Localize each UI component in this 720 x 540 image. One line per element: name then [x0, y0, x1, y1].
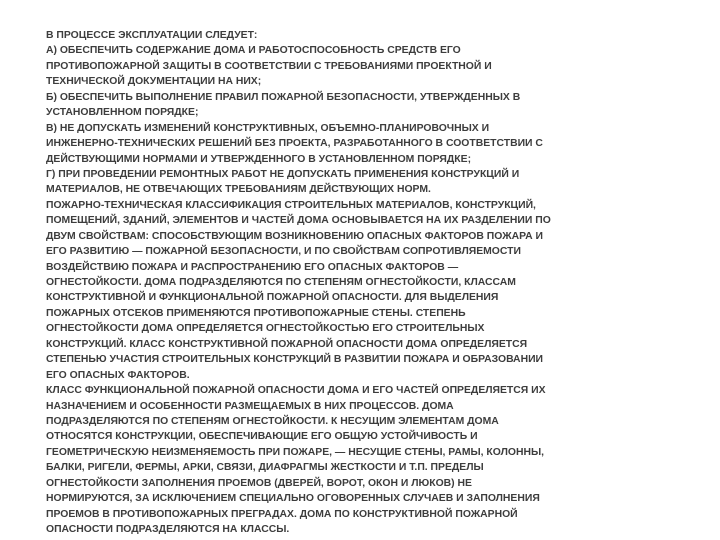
text-line: ПРОЕМОВ В ПРОТИВОПОЖАРНЫХ ПРЕГРАДАХ. ДОМА ПО КОНСТРУКТИВНОЙ ПОЖАРНОЙ [46, 508, 518, 520]
body-text [46, 28, 646, 537]
text-line: НАЗНАЧЕНИЕМ И ОСОБЕННОСТИ РАЗМЕЩАЕМЫХ В НИХ ПРОЦЕССОВ. ДОМА [46, 400, 454, 412]
text-line: ДВУМ СВОЙСТВАМ: СПОСОБСТВУЮЩИМ ВОЗНИКНОВЕНИЮ ОПАСНЫХ ФАКТОРОВ ПОЖАРА И [46, 230, 543, 242]
text-line: ЕГО ОПАСНЫХ ФАКТОРОВ. [46, 369, 190, 381]
text-line: ОТНОСЯТСЯ КОНСТРУКЦИИ, ОБЕСПЕЧИВАЮЩИЕ ЕГО ОБЩУЮ УСТОЙЧИВОСТЬ И [46, 431, 478, 443]
text-line: НОРМИРУЮТСЯ, ЗА ИСКЛЮЧЕНИЕМ СПЕЦИАЛЬНО ОГОВОРЕННЫХ СЛУЧАЕВ И ЗАПОЛНЕНИЯ [46, 493, 540, 505]
text-line: КОНСТРУКЦИЙ. КЛАСС КОНСТРУКТИВНОЙ ПОЖАРНОЙ ОПАСНОСТИ ДОМА ОПРЕДЕЛЯЕТСЯ [46, 338, 528, 350]
text-line: ТЕХНИЧЕСКОЙ ДОКУМЕНТАЦИИ НА НИХ; [46, 76, 262, 88]
text-line: Б) ОБЕСПЕЧИТЬ ВЫПОЛНЕНИЕ ПРАВИЛ ПОЖАРНОЙ БЕЗОПАСНОСТИ, УТВЕРЖДЕННЫХ В [46, 91, 521, 103]
text-line: ДЕЙСТВУЮЩИМИ НОРМАМИ И УТВЕРЖДЕННОГО В УСТАНОВЛЕННОМ ПОРЯДКЕ; [46, 153, 472, 165]
text-line: ПОДРАЗДЕЛЯЮТСЯ ПО СТЕПЕНЯМ ОГНЕСТОЙКОСТИ. К НЕСУЩИМ ЭЛЕМЕНТАМ ДОМА [46, 415, 499, 427]
text-line: СТЕПЕНЬЮ УЧАСТИЯ СТРОИТЕЛЬНЫХ КОНСТРУКЦИЙ В РАЗВИТИИ ПОЖАРА И ОБРАЗОВАНИИ [46, 354, 544, 366]
text-line: КОНСТРУКТИВНОЙ И ФУНКЦИОНАЛЬНОЙ ПОЖАРНОЙ ОПАСНОСТИ. ДЛЯ ВЫДЕЛЕНИЯ [46, 292, 499, 304]
text-line: КЛАСС ФУНКЦИОНАЛЬНОЙ ПОЖАРНОЙ ОПАСНОСТИ ДОМА И ЕГО ЧАСТЕЙ ОПРЕДЕЛЯЕТСЯ ИХ [46, 385, 546, 397]
text-line: ГЕОМЕТРИЧЕСКУЮ НЕИЗМЕНЯЕМОСТЬ ПРИ ПОЖАРЕ, — НЕСУЩИЕ СТЕНЫ, РАМЫ, КОЛОННЫ, [46, 446, 545, 458]
text-line: ИНЖЕНЕРНО-ТЕХНИЧЕСКИХ РЕШЕНИЙ БЕЗ ПРОЕКТА, РАЗРАБОТАННОГО В СООТВЕТСТВИИ С [46, 138, 543, 150]
text-line: БАЛКИ, РИГЕЛИ, ФЕРМЫ, АРКИ, СВЯЗИ, ДИАФРАГМЫ ЖЕСТКОСТИ И Т.П. ПРЕДЕЛЫ [46, 462, 484, 474]
text-line: ЕГО РАЗВИТИЮ — ПОЖАРНОЙ БЕЗОПАСНОСТИ, И ПО СВОЙСТВАМ СОПРОТИВЛЯЕМОСТИ [46, 246, 521, 258]
text-line: ВОЗДЕЙСТВИЮ ПОЖАРА И РАСПРОСТРАНЕНИЮ ЕГО ОПАСНЫХ ФАКТОРОВ — [46, 261, 459, 273]
text-line: А) ОБЕСПЕЧИТЬ СОДЕРЖАНИЕ ДОМА И РАБОТОСПОСОБНОСТЬ СРЕДСТВ ЕГО [46, 45, 461, 57]
text-line: ПОЖАРНО-ТЕХНИЧЕСКАЯ КЛАССИФИКАЦИЯ СТРОИТЕЛЬНЫХ МАТЕРИАЛОВ, КОНСТРУКЦИЙ, [46, 199, 536, 211]
text-line: ПРОТИВОПОЖАРНОЙ ЗАЩИТЫ В СООТВЕТСТВИИ С ТРЕБОВАНИЯМИ ПРОЕКТНОЙ И [46, 60, 492, 72]
text-line: ОГНЕСТОЙКОСТИ ЗАПОЛНЕНИЯ ПРОЕМОВ (ДВЕРЕЙ, ВОРОТ, ОКОН И ЛЮКОВ) НЕ [46, 477, 472, 489]
text-line: ПОМЕЩЕНИЙ, ЗДАНИЙ, ЭЛЕМЕНТОВ И ЧАСТЕЙ ДОМА ОСНОВЫВАЕТСЯ НА ИХ РАЗДЕЛЕНИИ ПО [46, 215, 551, 227]
text-line: ОПАСНОСТИ ПОДРАЗДЕЛЯЮТСЯ НА КЛАССЫ. [46, 524, 290, 535]
text-line: ОГНЕСТОЙКОСТИ ДОМА ОПРЕДЕЛЯЕТСЯ ОГНЕСТОЙКОСТЬЮ ЕГО СТРОИТЕЛЬНЫХ [46, 323, 485, 335]
text-line: ОГНЕСТОЙКОСТИ. ДОМА ПОДРАЗДЕЛЯЮТСЯ ПО СТЕПЕНЯМ ОГНЕСТОЙКОСТИ, КЛАССАМ [46, 277, 516, 288]
text-line: УСТАНОВЛЕННОМ ПОРЯДКЕ; [46, 107, 199, 119]
text-line: МАТЕРИАЛОВ, НЕ ОТВЕЧАЮЩИХ ТРЕБОВАНИЯМ ДЕЙСТВУЮЩИХ НОРМ. [46, 184, 431, 196]
text-line: В ПРОЦЕССЕ ЭКСПЛУАТАЦИИ СЛЕДУЕТ: [46, 30, 258, 41]
text-line: В) НЕ ДОПУСКАТЬ ИЗМЕНЕНИЙ КОНСТРУКТИВНЫХ, ОБЪЕМНО-ПЛАНИРОВОЧНЫХ И [46, 122, 490, 134]
text-line: ПОЖАРНЫХ ОТСЕКОВ ПРИМЕНЯЮТСЯ ПРОТИВОПОЖАРНЫЕ СТЕНЫ. СТЕПЕНЬ [46, 307, 466, 319]
text-line: Г) ПРИ ПРОВЕДЕНИИ РЕМОНТНЫХ РАБОТ НЕ ДОПУСКАТЬ ПРИМЕНЕНИЯ КОНСТРУКЦИЙ И [46, 168, 520, 180]
